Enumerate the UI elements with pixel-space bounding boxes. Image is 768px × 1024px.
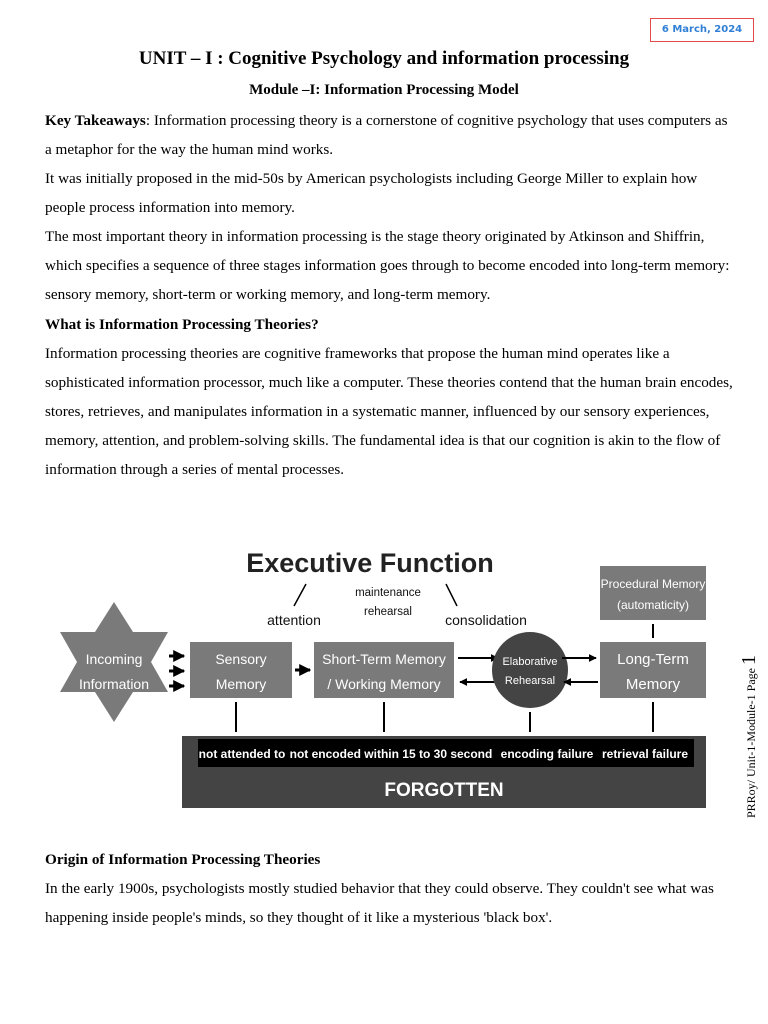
maintenance-label: maintenance xyxy=(355,587,421,599)
diagram-svg xyxy=(54,534,714,814)
sensory-label-2: Memory xyxy=(215,676,267,692)
stage-theory-paragraph: The most important theory in information processing is the stage theory originated by Atkinson and Shiffrin, which specifies a sequence of three stages information goes through to become encoded into long-term memory: sensory memory, short-term or working memory, and long-term memory. xyxy=(45,228,730,303)
origin-heading: Origin of Information Processing Theories xyxy=(45,851,321,868)
sensory-label-1: Sensory xyxy=(215,651,267,667)
origin-section xyxy=(45,845,735,932)
executive-function-title: Executive Function xyxy=(246,548,494,578)
procedural-label-1: Procedural Memory xyxy=(600,577,706,591)
elab-label-2: Rehearsal xyxy=(504,675,556,687)
definition-paragraph: Information processing theories are cognitive frameworks that propose the human mind operates like a sophisticated information processor, much like a computer. These theories contend that the human brain encodes, stores, retrieves, and manipulates information in a systematic manner, influenced by our sensory experiences, memory, attention, and problem-solving skills. The fundamental idea is that our cognition is akin to the flow of information through a series of mental processes. xyxy=(45,345,733,478)
forgotten-label: FORGOTTEN xyxy=(384,780,504,801)
key-takeaways-label: Key Takeaways xyxy=(45,112,146,129)
origin-paragraph: In the early 1900s, psychologists mostly studied behavior that they could observe. They couldn't see what was happening inside people's minds, so they thought of it like a mysterious 'black box'. xyxy=(45,880,714,926)
history-paragraph: It was initially proposed in the mid-50s by American psychologists including George Miller to explain how people process information into memory. xyxy=(45,170,698,216)
date-box: 6 March, 2024 xyxy=(650,18,754,42)
ltm-label-2: Memory xyxy=(625,676,681,693)
key-takeaways-paragraph xyxy=(45,106,735,164)
definition-heading: What is Information Processing Theories? xyxy=(45,316,319,333)
key-takeaways-text: : Information processing theory is a cornerstone of cognitive psychology that uses computers as a metaphor for the way the human mind works. xyxy=(45,112,728,158)
intro-section xyxy=(45,106,735,309)
page-number: 1 xyxy=(738,655,760,665)
footer-text: PRRoy/ Unit-1-Module-1 Page xyxy=(744,665,758,818)
page-title: UNIT – I : Cognitive Psychology and information processing xyxy=(138,48,630,69)
stm-label-2: / Working Memory xyxy=(327,676,441,692)
ltm-label-1: Long-Term xyxy=(617,651,689,668)
procedural-label-2: (automaticity) xyxy=(616,598,690,612)
stm-label-1: Short-Term Memory xyxy=(322,651,446,667)
page-footer-note xyxy=(738,655,761,818)
definition-section xyxy=(45,310,735,484)
attention-label: attention xyxy=(267,612,321,628)
rehearsal-label: rehearsal xyxy=(364,606,412,618)
incoming-label-1: Incoming xyxy=(85,651,143,667)
information-processing-diagram xyxy=(54,534,714,819)
elab-label-1: Elaborative xyxy=(502,656,558,668)
failure-not-encoded: not encoded within 15 to 30 second xyxy=(289,747,493,761)
failure-encoding: encoding failure xyxy=(500,747,594,761)
attention-line xyxy=(294,584,306,606)
incoming-label-2: Information xyxy=(78,676,150,692)
elaborative-rehearsal-circle xyxy=(492,632,568,708)
failure-retrieval: retrieval failure xyxy=(601,747,689,761)
consolidation-label: consolidation xyxy=(445,612,527,628)
failure-not-attended: not attended to xyxy=(198,747,286,761)
consolidation-line xyxy=(446,584,457,606)
module-title: Module –I: Information Processing Model xyxy=(249,82,519,98)
